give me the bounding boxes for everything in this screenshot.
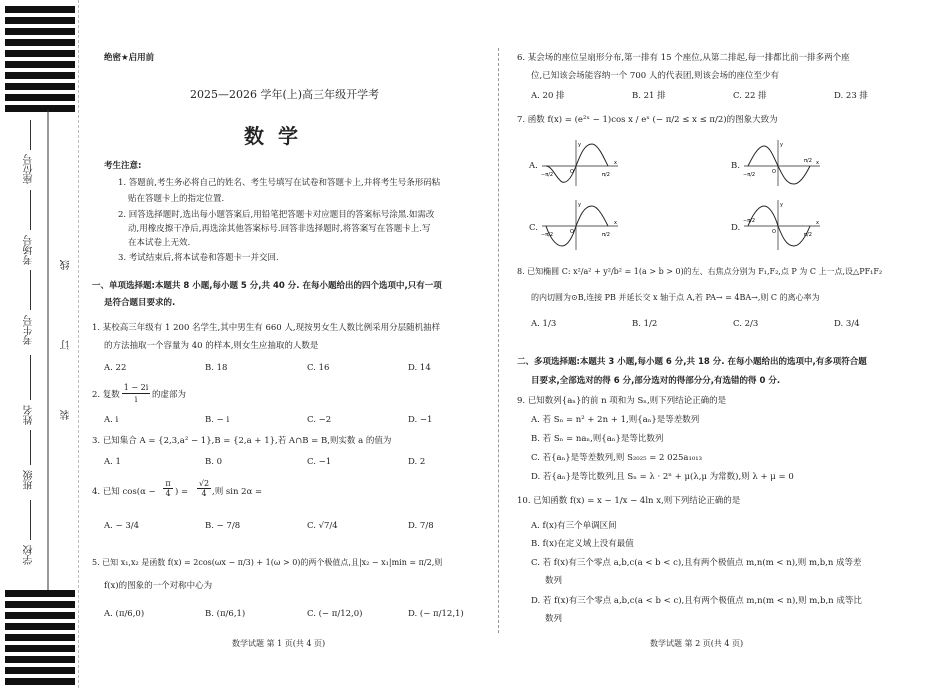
q4-option-a: A. − 3/4	[104, 521, 140, 531]
q6-stem-cont: 位,已知该会场能容纳一个 700 人的代表团,则该会场的座位至少有	[531, 71, 780, 81]
q9-option-b: B. 若 Sₙ = naₙ,则{aₙ}是等比数列	[531, 434, 664, 444]
q6-option-a: A. 20 排	[531, 91, 565, 101]
q10-stem: 10. 已知函数 f(x) = x − 1/x − 4ln x,则下列结论正确的是	[517, 496, 741, 506]
section2-heading-cont: 目要求,全部选对的得 6 分,部分选对的得部分分,有选错的得 0 分.	[531, 376, 781, 386]
q5-stem-cont: f(x)的图象的一个对称中心为	[104, 581, 213, 591]
q5-option-b: B. (π/6,1)	[205, 609, 246, 619]
q5-option-d: D. (− π/12,1)	[408, 609, 464, 619]
pi-half-label: π/2	[602, 172, 610, 178]
q2-suffix: 的虚部为	[152, 390, 187, 400]
notice-heading: 考生注意:	[104, 161, 142, 171]
q3-option-d: D. 2	[408, 457, 426, 467]
seat-label: 座位号	[24, 154, 35, 184]
y-label: y	[780, 202, 783, 208]
room-label: 考场号	[24, 235, 35, 265]
column-divider	[498, 48, 499, 633]
origin-label: O	[570, 169, 574, 175]
q3-stem: 3. 已知集合 A = {2,3,a² − 1},B = {2,a + 1},若 A∩B = B,则实数 a 的值为	[92, 436, 392, 446]
cut-line-label: 线	[61, 260, 72, 270]
q4-option-b: B. − 7/8	[205, 521, 241, 531]
q4-stem-start: 4. 已知 cos(α −	[92, 487, 156, 497]
q4-four: 4	[165, 489, 171, 498]
q5-option-a: A. (π/6,0)	[104, 609, 145, 619]
q4-option-d: D. 7/8	[408, 521, 434, 531]
x-label: x	[816, 160, 819, 166]
y-label: y	[578, 142, 581, 148]
q8-option-d: D. 3/4	[834, 319, 860, 329]
q8-stem: 8. 已知椭圆 C: x²/a² + y²/b² = 1(a > b > 0)的左、右焦点分别为 F₁,F₂,点 P 为 C 上一点,设△PF₁F₂	[517, 267, 883, 276]
notice-line: 1. 答题前,考生务必将自己的姓名、考生号填写在试卷和答题卡上,并将考生号条形码粘	[118, 178, 441, 188]
q1-option-a: A. 22	[104, 363, 127, 373]
q10-option-d: D. 若 f(x)有三个零点 a,b,c(a < b < c),且有两个极值点 m,n(m < n),则 m,b,n 成等比	[531, 596, 862, 606]
neg-pi-half-label: −π/2	[541, 232, 554, 238]
section1-heading: 一、单项选择题:本题共 8 小题,每小题 5 分,共 40 分. 在每小题给出的四个选项中,只有一项	[92, 281, 442, 291]
notice-line: 3. 考试结束后,将本试卷和答题卡一并交回.	[118, 253, 279, 263]
q1-stem: 1. 某校高三年级有 1 200 名学生,其中男生有 660 人,现按男女生人数比例采用分层随机抽样	[92, 323, 441, 333]
q4-pi: π	[163, 479, 173, 489]
notice-line: 动,用橡皮擦干净后,再选涂其他答案标号.回答非选择题时,将答案写在答题卡上.写	[128, 224, 431, 234]
bind-label: 订	[61, 340, 72, 350]
q7-graph-c	[540, 198, 620, 252]
notice-line: 贴在答题卡上的指定位置.	[128, 194, 225, 204]
footer-page-2: 数学试题 第 2 页(共 4 页)	[650, 639, 744, 648]
q6-option-d: D. 23 排	[834, 91, 868, 101]
origin-label: O	[772, 229, 776, 235]
q1-option-d: D. 14	[408, 363, 431, 373]
fold-label: 装	[61, 410, 72, 420]
q4-option-c: C. √7/4	[307, 521, 338, 531]
origin-label: O	[570, 229, 574, 235]
curve	[748, 146, 810, 184]
q9-option-a: A. 若 Sₙ = n² + 2n + 1,则{aₙ}是等差数列	[531, 415, 700, 425]
q8-option-a: A. 1/3	[531, 319, 557, 329]
exam-no-line	[30, 270, 31, 310]
q7-graph-b	[742, 138, 822, 188]
q5-option-c: C. (− π/12,0)	[307, 609, 363, 619]
q2-numerator: 1 − 2i	[123, 383, 149, 392]
school-label: 学校	[24, 545, 35, 565]
q4-four-2: 4	[201, 489, 207, 498]
q8-stem-cont: 的内切圆为⊙B,连接 PB 并延长交 x 轴于点 A,若 PA→ = 4BA→,则 C 的离心率为	[531, 293, 820, 302]
subject-title: 数学	[244, 124, 312, 148]
q4-stem-mid: ) =	[175, 487, 189, 497]
q6-option-b: B. 21 排	[632, 91, 666, 101]
origin-label: O	[772, 169, 776, 175]
school-line	[30, 500, 31, 540]
pi-half-label: π/2	[804, 158, 812, 164]
q5-stem: 5. 已知 x₁,x₂ 是函数 f(x) = 2cos(ωx − π/3) + 1(ω > 0)的两个极值点,且|x₂ − x₁|min = π/2,则	[92, 558, 443, 567]
q9-stem: 9. 已知数列{aₙ}的前 n 项和为 Sₙ,则下列结论正确的是	[517, 396, 727, 406]
q10-option-b: B. f(x)在定义域上没有最值	[531, 539, 634, 549]
pi-half-label: π/2	[804, 232, 812, 238]
name-label: 姓名	[24, 405, 35, 425]
q7-option-d-label: D.	[731, 223, 741, 233]
x-label: x	[614, 220, 617, 226]
x-label: x	[816, 220, 819, 226]
name-line	[30, 355, 31, 400]
q3-option-c: C. −1	[307, 457, 332, 467]
q1-option-c: C. 16	[307, 363, 330, 373]
q9-option-d: D. 若{aₙ}是等比数列,且 Sₙ = λ · 2ⁿ + μ(λ,μ 为常数),则 λ + μ = 0	[531, 472, 794, 482]
q2-option-b: B. − i	[205, 415, 230, 425]
y-label: y	[578, 202, 581, 208]
neg-pi-half-label: −π/2	[541, 172, 554, 178]
q10-option-d-cont: 数列	[545, 614, 563, 624]
q4-stem-end: ,则 sin 2α =	[212, 487, 263, 497]
pi-half-label: π/2	[602, 232, 610, 238]
q2-option-c: C. −2	[307, 415, 332, 425]
q7-graph-d	[742, 198, 822, 252]
q4-sqrt2: √2	[198, 479, 210, 488]
seat-line	[30, 120, 31, 150]
q2-option-a: A. i	[104, 415, 119, 425]
q6-option-c: C. 22 排	[733, 91, 767, 101]
q10-option-c: C. 若 f(x)有三个零点 a,b,c(a < b < c),且有两个极值点 m,n(m < n),则 m,b,n 成等差	[531, 558, 862, 568]
confidential-mark: 绝密★启用前	[104, 53, 155, 63]
footer-page-1: 数学试题 第 1 页(共 4 页)	[232, 639, 326, 648]
x-label: x	[614, 160, 617, 166]
q9-option-c: C. 若{aₙ}是等差数列,则 S₂₀₂₅ = 2 025a₁₀₁₃	[531, 453, 703, 463]
q7-option-b-label: B.	[731, 161, 740, 171]
q10-option-a: A. f(x)有三个单调区间	[531, 521, 617, 531]
class-line	[30, 430, 31, 465]
q7-stem: 7. 函数 f(x) = (e²ˣ − 1)cos x / eˣ (− π/2 ≤ x ≤ π/2)的图象大致为	[517, 115, 778, 125]
q6-stem: 6. 某会场的座位呈扇形分布,第一排有 15 个座位,从第二排起,每一排都比前一排多两个座	[517, 53, 850, 63]
notice-line: 在本试卷上无效.	[128, 238, 191, 248]
q2-denominator: i	[134, 395, 138, 404]
fold-line	[78, 0, 80, 688]
q3-option-a: A. 1	[104, 457, 121, 467]
curve	[546, 144, 608, 182]
neg-pi-half-label: −π/2	[743, 218, 756, 224]
q3-option-b: B. 0	[205, 457, 223, 467]
exam-title: 2025—2026 学年(上)高三年级开学考	[190, 88, 380, 101]
q1-option-b: B. 18	[205, 363, 228, 373]
exam-no-label: 考生号	[24, 315, 35, 345]
q2-option-d: D. −1	[408, 415, 433, 425]
section1-heading-cont: 是符合题目要求的.	[104, 298, 176, 308]
q7-graph-a	[540, 138, 620, 188]
neg-pi-half-label: −π/2	[743, 172, 756, 178]
section2-heading: 二、多项选择题:本题共 3 小题,每小题 6 分,共 18 分. 在每小题给出的选项中,有多项符合题	[517, 357, 867, 367]
y-label: y	[780, 142, 783, 148]
room-line	[30, 190, 31, 230]
q7-option-c-label: C.	[529, 223, 538, 233]
notice-line: 2. 回答选择题时,选出每小题答案后,用铅笔把答题卡对应题目的答案标号涂黑.如需改	[118, 210, 435, 220]
q10-option-c-cont: 数列	[545, 576, 563, 586]
class-label: 班级	[24, 470, 35, 490]
q8-option-c: C. 2/3	[733, 319, 759, 329]
q1-stem-cont: 的方法抽取一个容量为 40 的样本,则女生应抽取的人数是	[104, 341, 319, 351]
q2-prefix: 2. 复数	[92, 390, 120, 400]
q7-option-a-label: A.	[529, 161, 538, 171]
q8-option-b: B. 1/2	[632, 319, 658, 329]
